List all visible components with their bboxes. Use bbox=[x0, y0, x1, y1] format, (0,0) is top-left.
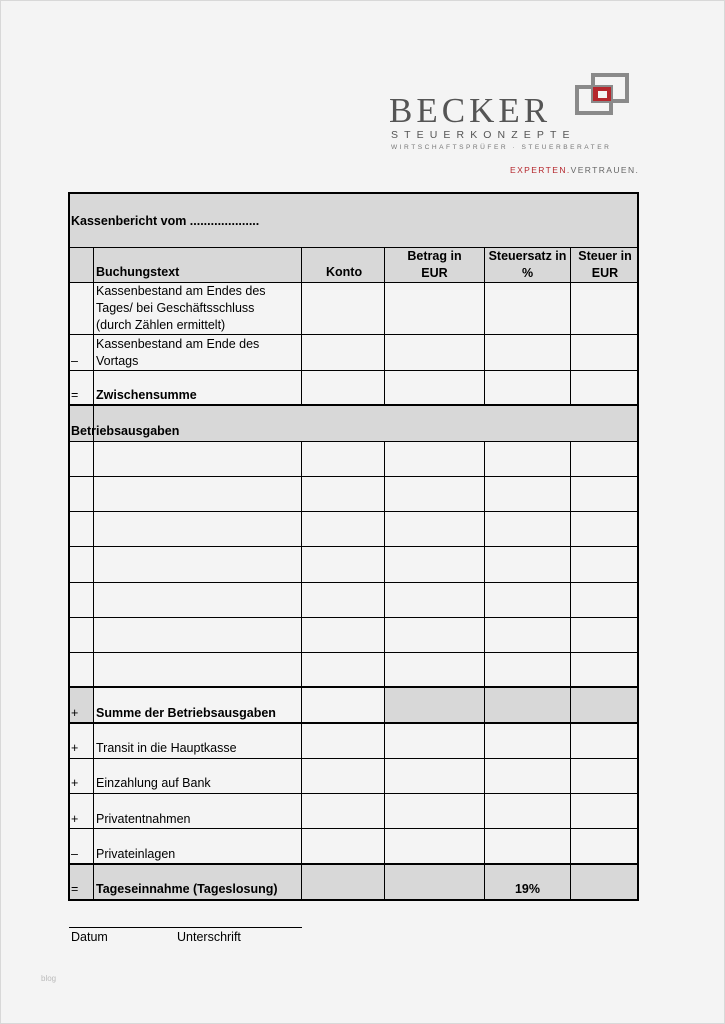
logo-subtitle: STEUERKONZEPTE bbox=[391, 129, 576, 141]
header-betrag bbox=[385, 248, 484, 282]
rule bbox=[68, 863, 639, 865]
kassenbestand-line3: (durch Zählen ermittelt) bbox=[96, 318, 226, 332]
rule bbox=[93, 247, 94, 901]
rule bbox=[68, 511, 639, 512]
row-transit: Transit in die Hauptkasse bbox=[96, 741, 237, 755]
privateinlagen-symbol: – bbox=[71, 847, 78, 861]
rule bbox=[68, 652, 639, 653]
header-betrag-line1: Betrag in bbox=[407, 249, 462, 263]
rule bbox=[68, 404, 639, 406]
rule bbox=[68, 546, 639, 547]
row-kassenbestand bbox=[96, 283, 266, 334]
header-steuersatz-line1: Steuersatz in bbox=[488, 249, 567, 263]
rule bbox=[68, 686, 639, 688]
rule bbox=[68, 582, 639, 583]
row-zwischensumme: Zwischensumme bbox=[96, 388, 197, 402]
row-vortag bbox=[96, 336, 259, 370]
rule bbox=[484, 441, 485, 901]
row-privateinlagen: Privateinlagen bbox=[96, 847, 176, 861]
tageseinnahme-steuersatz: 19% bbox=[514, 882, 541, 896]
rule bbox=[68, 334, 639, 335]
logo-subtitle-professions: WIRTSCHAFTSPRÜFER · STEUERBERATER bbox=[391, 144, 612, 151]
rule bbox=[570, 441, 571, 901]
row-summe-betriebsausgaben: Summe der Betriebsausgaben bbox=[96, 706, 276, 720]
row-tageseinnahme: Tageseinnahme (Tageslosung) bbox=[96, 882, 278, 896]
vortag-line2: Vortags bbox=[96, 354, 139, 368]
tageseinnahme-symbol: = bbox=[71, 882, 79, 896]
summe-symbol: + bbox=[71, 706, 79, 720]
rule bbox=[68, 441, 639, 442]
rule bbox=[384, 441, 385, 901]
header-steuer bbox=[571, 248, 639, 282]
transit-symbol: + bbox=[71, 741, 79, 755]
report-title: Kassenbericht vom .................... bbox=[71, 214, 260, 228]
row-privatentnahmen: Privatentnahmen bbox=[96, 812, 191, 826]
rule bbox=[301, 247, 302, 405]
rule bbox=[68, 617, 639, 618]
rule bbox=[68, 758, 639, 759]
datum-label: Datum bbox=[71, 930, 108, 944]
watermark: blog bbox=[41, 974, 57, 983]
unterschrift-label: Unterschrift bbox=[177, 930, 241, 944]
section-betriebsausgaben: Betriebsausgaben bbox=[71, 424, 180, 438]
header-betrag-line2: EUR bbox=[421, 266, 448, 280]
header-steuersatz bbox=[484, 248, 571, 282]
rule bbox=[68, 793, 639, 794]
logo-tagline bbox=[510, 165, 639, 175]
rule bbox=[68, 476, 639, 477]
vortag-symbol: – bbox=[71, 354, 78, 368]
tagline-experten: EXPERTEN. bbox=[510, 165, 571, 175]
vortag-line1: Kassenbestand am Ende des bbox=[96, 337, 260, 351]
header-symbol-cell-bg bbox=[68, 247, 93, 282]
header-steuersatz-line2: % bbox=[521, 266, 534, 280]
row-einzahlung: Einzahlung auf Bank bbox=[96, 776, 211, 790]
logo-name: BECKER bbox=[389, 91, 552, 130]
header-buchungstext: Buchungstext bbox=[96, 265, 180, 279]
tagline-vertrauen: VERTRAUEN. bbox=[570, 165, 640, 175]
header-steuer-line1: Steuer in bbox=[578, 249, 632, 263]
signature-line bbox=[69, 927, 302, 928]
rule bbox=[301, 441, 302, 901]
summe-values-bg bbox=[384, 687, 639, 723]
rule bbox=[68, 370, 639, 371]
kassenbericht-form bbox=[68, 192, 639, 901]
rule bbox=[68, 722, 639, 724]
header-steuer-line2: EUR bbox=[591, 266, 619, 280]
kassenbestand-line1: Kassenbestand am Endes des bbox=[96, 284, 266, 298]
kassenbestand-line2: Tages/ bei Geschäftsschluss bbox=[96, 301, 255, 315]
logo-squares-icon bbox=[575, 73, 631, 117]
zwischensumme-symbol: = bbox=[71, 388, 79, 402]
rule bbox=[68, 828, 639, 829]
privatentnahmen-symbol: + bbox=[71, 812, 79, 826]
einzahlung-symbol: + bbox=[71, 776, 79, 790]
company-logo bbox=[389, 71, 639, 181]
header-konto: Konto bbox=[326, 265, 363, 279]
